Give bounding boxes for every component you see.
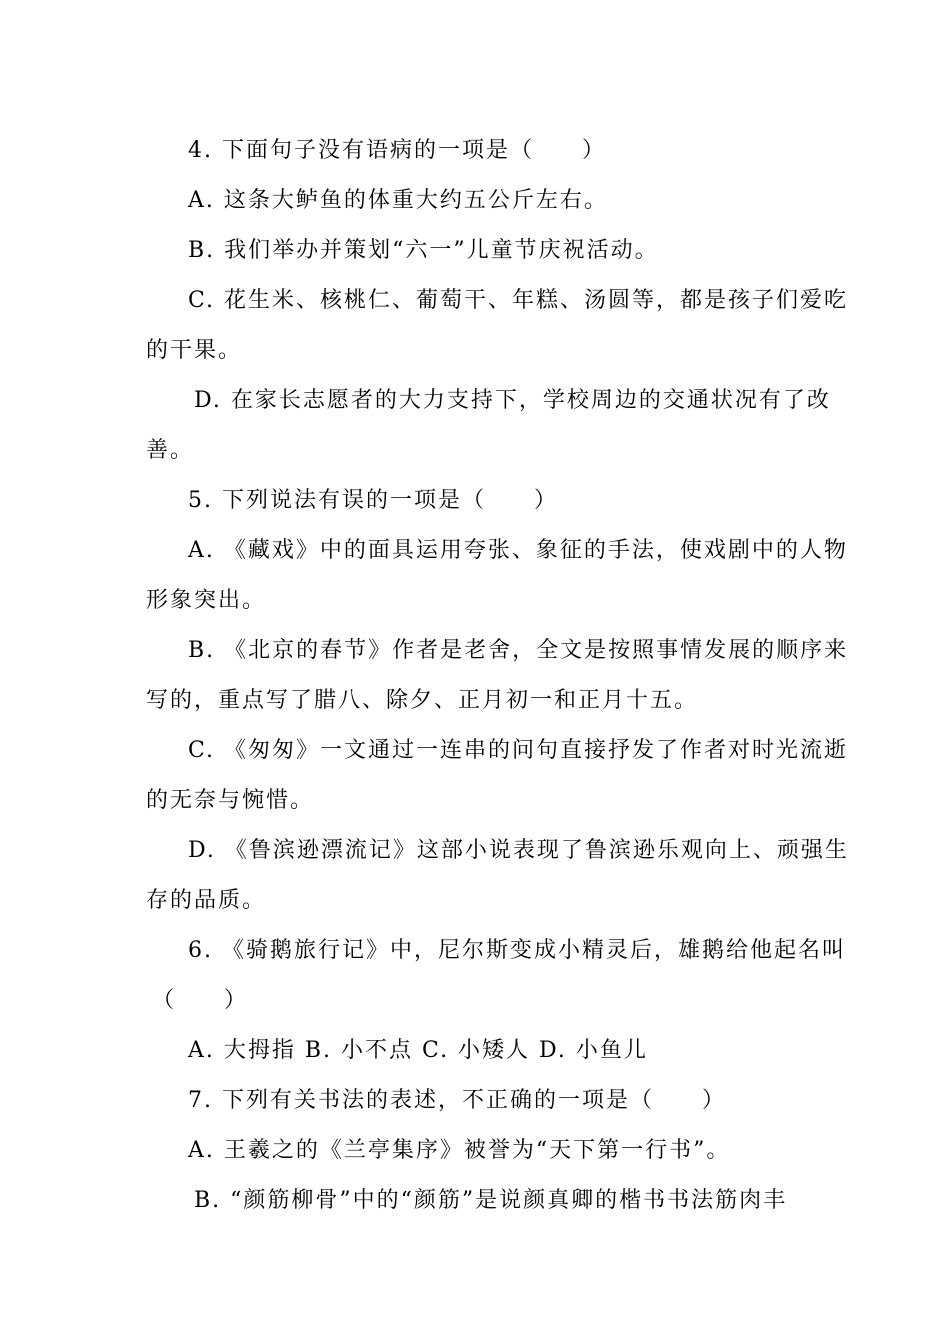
question-5-option-c-continued: 的无奈与惋惜。 — [146, 788, 315, 813]
question-4-option-b: B. 我们举办并策划“六一”儿童节庆祝活动。 — [188, 238, 659, 263]
question-5-option-d-continued: 存的品质。 — [146, 888, 267, 913]
question-4-stem: 4. 下面句子没有语病的一项是（ ） — [188, 138, 606, 163]
question-4-option-a: A. 这条大鲈鱼的体重大约五公斤左右。 — [188, 188, 608, 213]
question-4-option-d: D. 在家长志愿者的大力支持下，学校周边的交通状况有了改 — [194, 388, 831, 413]
question-5-option-c: C. 《匆匆》一文通过一连串的问句直接抒发了作者对时光流逝 — [188, 738, 849, 763]
question-5-stem: 5. 下列说法有误的一项是（ ） — [188, 488, 558, 513]
question-7-stem: 7. 下列有关书法的表述，不正确的一项是（ ） — [188, 1088, 726, 1113]
question-7-option-b: B. “颜筋柳骨”中的“颜筋”是说颜真卿的楷书书法筋肉丰 — [194, 1188, 788, 1213]
question-6-stem-continued: （ ） — [152, 988, 249, 1013]
question-4-option-d-continued: 善。 — [146, 438, 195, 463]
question-7-option-a: A. 王羲之的《兰亭集序》被誉为“天下第一行书”。 — [188, 1138, 731, 1163]
question-4-option-c: C. 花生米、核桃仁、葡萄干、年糕、汤圆等，都是孩子们爱吃 — [188, 288, 849, 313]
question-5-option-a-continued: 形象突出。 — [146, 588, 267, 613]
question-6-stem: 6. 《骑鹅旅行记》中，尼尔斯变成小精灵后，雄鹅给他起名叫 — [188, 938, 846, 963]
question-5-option-a: A. 《藏戏》中的面具运用夸张、象征的手法，使戏剧中的人物 — [188, 538, 848, 563]
question-5-option-b: B. 《北京的春节》作者是老舍，全文是按照事情发展的顺序来 — [188, 638, 849, 663]
question-6-options: A. 大拇指 B. 小不点 C. 小矮人 D. 小鱼儿 — [188, 1038, 648, 1063]
question-5-option-d: D. 《鲁滨逊漂流记》这部小说表现了鲁滨逊乐观向上、顽强生 — [188, 838, 849, 863]
question-4-option-c-continued: 的干果。 — [146, 338, 243, 363]
question-5-option-b-continued: 写的，重点写了腊八、除夕、正月初一和正月十五。 — [146, 688, 699, 713]
